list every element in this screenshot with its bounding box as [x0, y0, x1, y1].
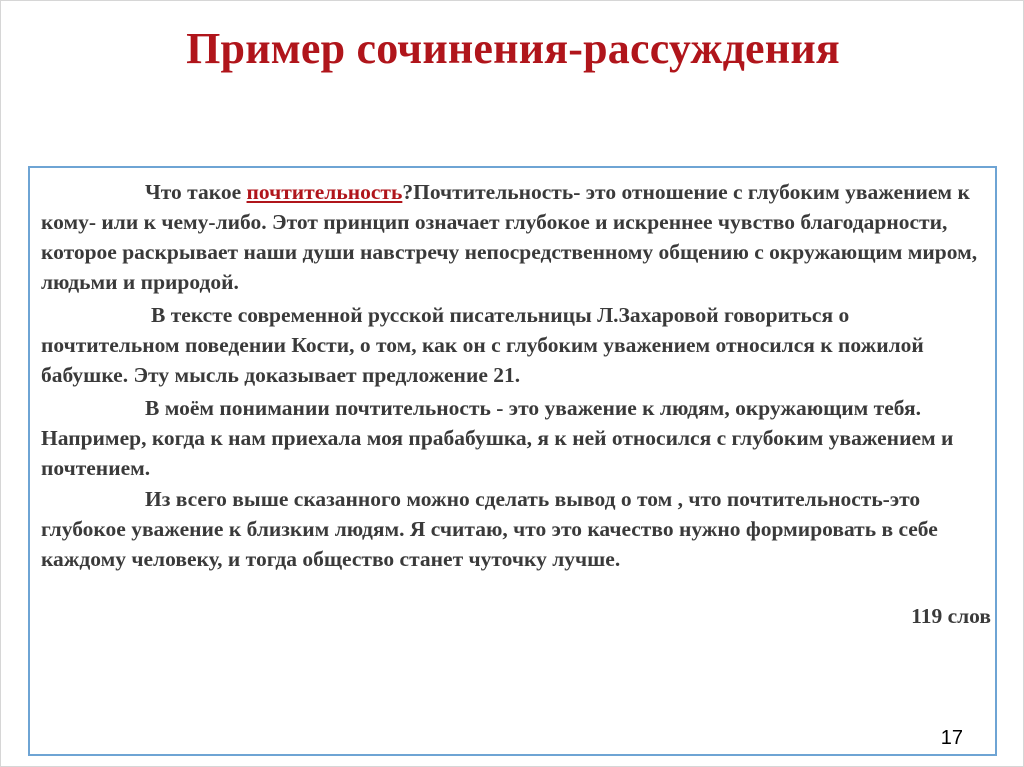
- paragraph-intro: [41, 177, 991, 297]
- highlighted-term: почтительность: [246, 180, 403, 204]
- word-count: 119 слов: [911, 604, 991, 628]
- intro-lead: Что такое: [145, 180, 247, 204]
- page-number: 17: [940, 727, 963, 749]
- paragraph-text-reference: В тексте современной русской писательницы Л.Захаровой говориться о почтительном поведении Кости, о том, как он с глубоким уважением относился к пожилой бабушке. Эту мысль доказывает предложение 21.: [41, 303, 924, 387]
- paragraph-personal-view: В моём понимании почтительность - это уважение к людям, окружающим тебя. Например, когда к нам приехала моя прабабушка, я к ней относился с глубоким уважением и почтением.: [41, 396, 954, 480]
- intro-rest: ?Почтительность- это отношение с глубоким уважением к кому- или к чему-либо. Этот принцип означает глубокое и искреннее чувство благодарности, которое раскрывает наши души навстречу непосредственному общению с окружающим миром, людьми и природой.: [41, 180, 978, 294]
- slide-title: Пример сочинения-рассуждения: [186, 24, 840, 73]
- paragraph-conclusion: Из всего выше сказанного можно сделать вывод о том , что почтительность-это глубокое уважение к близким людям. Я считаю, что это качество нужно формировать в себе каждому человеку, и тогда общество станет чуточку лучше.: [41, 487, 938, 571]
- essay-text: [41, 177, 991, 574]
